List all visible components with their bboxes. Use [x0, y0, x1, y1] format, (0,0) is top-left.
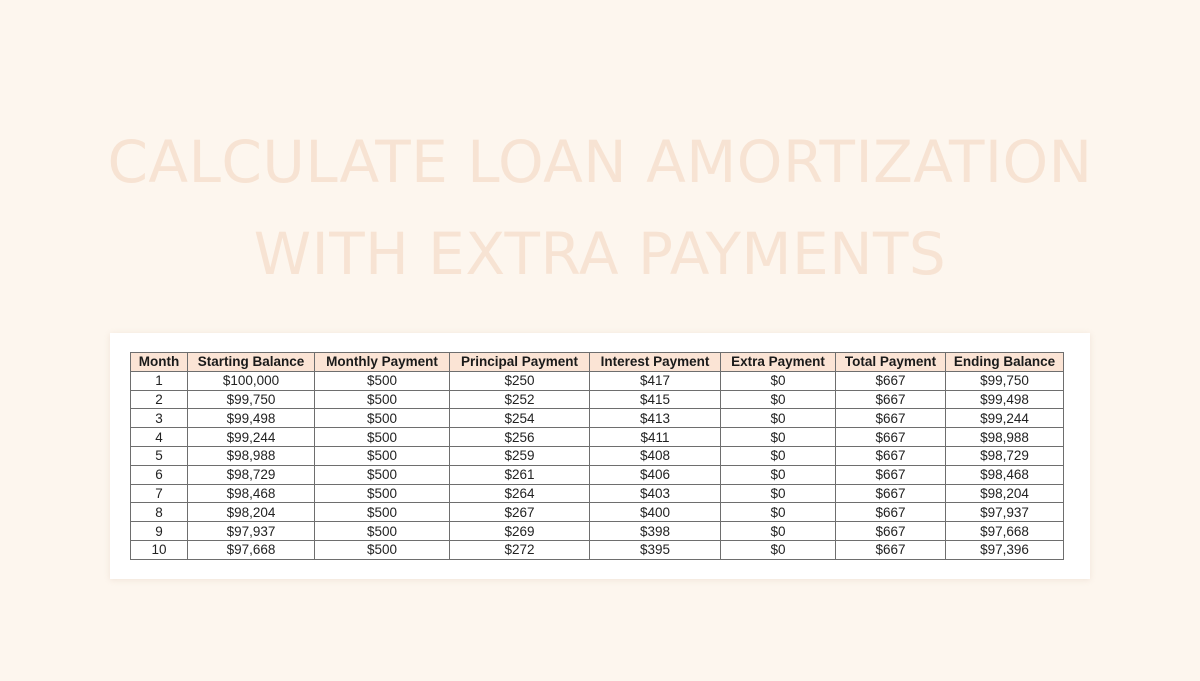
- cell-month: 4: [131, 428, 188, 447]
- cell-extra-payment: $0: [721, 371, 836, 390]
- cell-principal-payment: $252: [450, 390, 590, 409]
- cell-starting-balance: $98,729: [188, 465, 315, 484]
- cell-interest-payment: $403: [590, 484, 721, 503]
- cell-principal-payment: $267: [450, 503, 590, 522]
- cell-ending-balance: $99,244: [946, 409, 1064, 428]
- cell-monthly-payment: $500: [315, 371, 450, 390]
- cell-ending-balance: $97,668: [946, 522, 1064, 541]
- cell-monthly-payment: $500: [315, 409, 450, 428]
- cell-interest-payment: $408: [590, 446, 721, 465]
- cell-starting-balance: $99,498: [188, 409, 315, 428]
- table-row: [131, 503, 1064, 522]
- cell-monthly-payment: $500: [315, 428, 450, 447]
- cell-month: 8: [131, 503, 188, 522]
- cell-total-payment: $667: [836, 484, 946, 503]
- table-row: [131, 465, 1064, 484]
- cell-starting-balance: $98,468: [188, 484, 315, 503]
- cell-month: 9: [131, 522, 188, 541]
- cell-total-payment: $667: [836, 540, 946, 559]
- cell-month: 1: [131, 371, 188, 390]
- cell-monthly-payment: $500: [315, 503, 450, 522]
- cell-ending-balance: $98,988: [946, 428, 1064, 447]
- table-header: [131, 353, 1064, 372]
- cell-month: 3: [131, 409, 188, 428]
- cell-month: 5: [131, 446, 188, 465]
- cell-principal-payment: $261: [450, 465, 590, 484]
- cell-monthly-payment: $500: [315, 465, 450, 484]
- table-row: [131, 409, 1064, 428]
- header-principal-payment: Principal Payment: [450, 353, 590, 372]
- table-row: [131, 522, 1064, 541]
- page-title-line-2: WITH EXTRA PAYMENTS: [253, 220, 947, 288]
- cell-interest-payment: $406: [590, 465, 721, 484]
- cell-month: 2: [131, 390, 188, 409]
- cell-total-payment: $667: [836, 446, 946, 465]
- header-interest-payment: Interest Payment: [590, 353, 721, 372]
- cell-principal-payment: $254: [450, 409, 590, 428]
- cell-extra-payment: $0: [721, 540, 836, 559]
- page-title-line-1: CALCULATE LOAN AMORTIZATION: [107, 128, 1093, 196]
- cell-total-payment: $667: [836, 390, 946, 409]
- cell-principal-payment: $264: [450, 484, 590, 503]
- page-title: [0, 116, 1200, 300]
- cell-starting-balance: $99,244: [188, 428, 315, 447]
- cell-monthly-payment: $500: [315, 540, 450, 559]
- cell-month: 10: [131, 540, 188, 559]
- cell-starting-balance: $98,988: [188, 446, 315, 465]
- table-row: [131, 484, 1064, 503]
- cell-ending-balance: $99,498: [946, 390, 1064, 409]
- cell-ending-balance: $98,468: [946, 465, 1064, 484]
- cell-extra-payment: $0: [721, 409, 836, 428]
- cell-ending-balance: $97,396: [946, 540, 1064, 559]
- cell-starting-balance: $97,668: [188, 540, 315, 559]
- cell-month: 7: [131, 484, 188, 503]
- cell-month: 6: [131, 465, 188, 484]
- cell-monthly-payment: $500: [315, 446, 450, 465]
- cell-ending-balance: $97,937: [946, 503, 1064, 522]
- header-ending-balance: Ending Balance: [946, 353, 1064, 372]
- cell-interest-payment: $411: [590, 428, 721, 447]
- cell-principal-payment: $259: [450, 446, 590, 465]
- cell-total-payment: $667: [836, 503, 946, 522]
- cell-extra-payment: $0: [721, 465, 836, 484]
- header-month: Month: [131, 353, 188, 372]
- header-starting-balance: Starting Balance: [188, 353, 315, 372]
- cell-interest-payment: $398: [590, 522, 721, 541]
- cell-principal-payment: $250: [450, 371, 590, 390]
- cell-total-payment: $667: [836, 522, 946, 541]
- cell-interest-payment: $413: [590, 409, 721, 428]
- header-row: [131, 353, 1064, 372]
- cell-interest-payment: $417: [590, 371, 721, 390]
- cell-interest-payment: $395: [590, 540, 721, 559]
- table-body: [131, 371, 1064, 559]
- cell-extra-payment: $0: [721, 390, 836, 409]
- table-row: [131, 428, 1064, 447]
- cell-extra-payment: $0: [721, 428, 836, 447]
- cell-principal-payment: $269: [450, 522, 590, 541]
- cell-extra-payment: $0: [721, 503, 836, 522]
- amortization-table: [130, 352, 1064, 560]
- cell-ending-balance: $98,729: [946, 446, 1064, 465]
- cell-extra-payment: $0: [721, 522, 836, 541]
- header-total-payment: Total Payment: [836, 353, 946, 372]
- cell-interest-payment: $400: [590, 503, 721, 522]
- cell-starting-balance: $97,937: [188, 522, 315, 541]
- cell-starting-balance: $100,000: [188, 371, 315, 390]
- cell-monthly-payment: $500: [315, 522, 450, 541]
- cell-total-payment: $667: [836, 428, 946, 447]
- cell-total-payment: $667: [836, 371, 946, 390]
- cell-extra-payment: $0: [721, 446, 836, 465]
- cell-interest-payment: $415: [590, 390, 721, 409]
- cell-total-payment: $667: [836, 409, 946, 428]
- cell-extra-payment: $0: [721, 484, 836, 503]
- cell-monthly-payment: $500: [315, 390, 450, 409]
- table-row: [131, 446, 1064, 465]
- cell-starting-balance: $98,204: [188, 503, 315, 522]
- table-row: [131, 390, 1064, 409]
- header-monthly-payment: Monthly Payment: [315, 353, 450, 372]
- cell-ending-balance: $99,750: [946, 371, 1064, 390]
- cell-ending-balance: $98,204: [946, 484, 1064, 503]
- header-extra-payment: Extra Payment: [721, 353, 836, 372]
- cell-starting-balance: $99,750: [188, 390, 315, 409]
- cell-principal-payment: $256: [450, 428, 590, 447]
- table-row: [131, 540, 1064, 559]
- cell-principal-payment: $272: [450, 540, 590, 559]
- amortization-sheet-card: [110, 333, 1090, 579]
- cell-monthly-payment: $500: [315, 484, 450, 503]
- cell-total-payment: $667: [836, 465, 946, 484]
- table-row: [131, 371, 1064, 390]
